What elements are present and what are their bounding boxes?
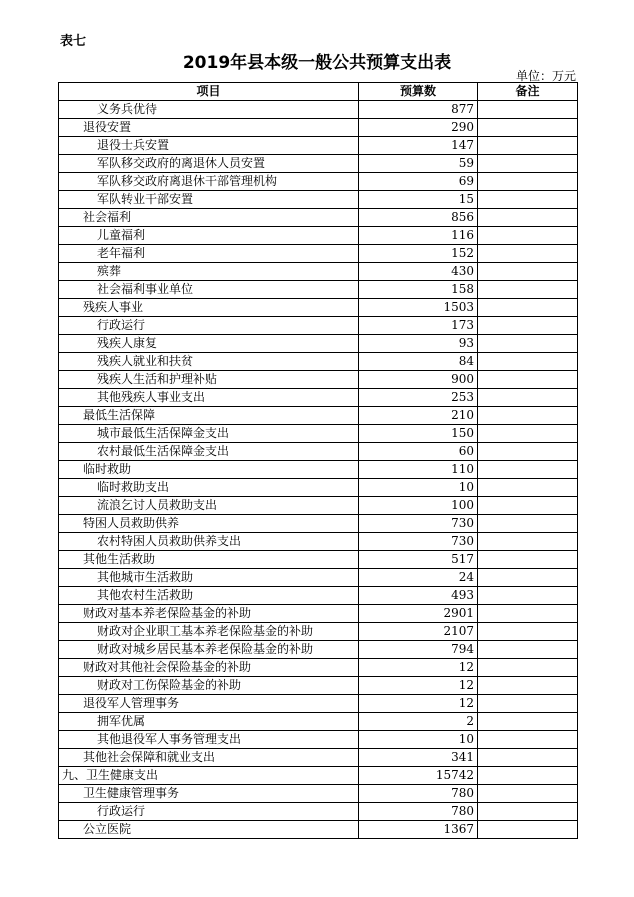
row-budget-value: 158 (359, 281, 478, 299)
row-remarks (478, 173, 578, 191)
row-remarks (478, 731, 578, 749)
row-item-name: 农村特困人员救助供养支出 (59, 533, 359, 551)
table-row (59, 317, 578, 335)
row-remarks (478, 209, 578, 227)
table-row (59, 767, 578, 785)
row-item-name: 退役军人管理事务 (59, 695, 359, 713)
table-row (59, 479, 578, 497)
row-item-name: 财政对城乡居民基本养老保险基金的补助 (59, 641, 359, 659)
row-budget-value: 900 (359, 371, 478, 389)
row-remarks (478, 677, 578, 695)
table-row (59, 119, 578, 137)
row-remarks (478, 389, 578, 407)
row-item-name: 公立医院 (59, 821, 359, 839)
row-item-name: 其他退役军人事务管理支出 (59, 731, 359, 749)
table-row (59, 407, 578, 425)
row-item-name: 城市最低生活保障金支出 (59, 425, 359, 443)
table-row (59, 173, 578, 191)
table-row (59, 731, 578, 749)
table-row (59, 569, 578, 587)
row-remarks (478, 695, 578, 713)
row-item-name: 殡葬 (59, 263, 359, 281)
row-item-name: 儿童福利 (59, 227, 359, 245)
row-remarks (478, 533, 578, 551)
table-row (59, 299, 578, 317)
row-remarks (478, 263, 578, 281)
row-budget-value: 430 (359, 263, 478, 281)
row-budget-value: 493 (359, 587, 478, 605)
row-remarks (478, 227, 578, 245)
row-remarks (478, 461, 578, 479)
row-budget-value: 730 (359, 533, 478, 551)
row-remarks (478, 137, 578, 155)
row-item-name: 特困人员救助供养 (59, 515, 359, 533)
row-remarks (478, 299, 578, 317)
table-row (59, 425, 578, 443)
row-remarks (478, 785, 578, 803)
row-budget-value: 12 (359, 695, 478, 713)
table-row (59, 821, 578, 839)
row-item-name: 义务兵优待 (59, 101, 359, 119)
table-row (59, 515, 578, 533)
row-item-name: 财政对基本养老保险基金的补助 (59, 605, 359, 623)
table-row (59, 749, 578, 767)
row-item-name: 财政对工伤保险基金的补助 (59, 677, 359, 695)
table-row (59, 245, 578, 263)
budget-table (58, 82, 578, 839)
row-item-name: 卫生健康管理事务 (59, 785, 359, 803)
row-item-name: 社会福利事业单位 (59, 281, 359, 299)
table-row (59, 101, 578, 119)
row-remarks (478, 515, 578, 533)
row-budget-value: 2 (359, 713, 478, 731)
row-item-name: 残疾人康复 (59, 335, 359, 353)
row-remarks (478, 101, 578, 119)
row-budget-value: 10 (359, 479, 478, 497)
row-remarks (478, 569, 578, 587)
row-item-name: 流浪乞讨人员救助支出 (59, 497, 359, 515)
row-budget-value: 93 (359, 335, 478, 353)
row-budget-value: 12 (359, 659, 478, 677)
row-budget-value: 1367 (359, 821, 478, 839)
row-remarks (478, 713, 578, 731)
row-item-name: 军队移交政府离退休干部管理机构 (59, 173, 359, 191)
row-remarks (478, 119, 578, 137)
row-budget-value: 2901 (359, 605, 478, 623)
row-item-name: 残疾人就业和扶贫 (59, 353, 359, 371)
row-remarks (478, 371, 578, 389)
column-header-remarks: 备注 (478, 83, 578, 101)
row-item-name: 拥军优属 (59, 713, 359, 731)
row-budget-value: 10 (359, 731, 478, 749)
column-header-budget: 预算数 (359, 83, 478, 101)
row-budget-value: 290 (359, 119, 478, 137)
table-body (59, 101, 578, 839)
table-row (59, 209, 578, 227)
row-budget-value: 794 (359, 641, 478, 659)
row-remarks (478, 605, 578, 623)
row-remarks (478, 335, 578, 353)
row-item-name: 残疾人生活和护理补贴 (59, 371, 359, 389)
row-budget-value: 24 (359, 569, 478, 587)
table-row (59, 533, 578, 551)
table-row (59, 155, 578, 173)
row-item-name: 退役士兵安置 (59, 137, 359, 155)
row-budget-value: 210 (359, 407, 478, 425)
row-item-name: 最低生活保障 (59, 407, 359, 425)
row-remarks (478, 551, 578, 569)
table-row (59, 587, 578, 605)
row-budget-value: 152 (359, 245, 478, 263)
row-item-name: 临时救助支出 (59, 479, 359, 497)
row-remarks (478, 479, 578, 497)
row-budget-value: 877 (359, 101, 478, 119)
row-budget-value: 2107 (359, 623, 478, 641)
table-row (59, 191, 578, 209)
row-item-name: 其他生活救助 (59, 551, 359, 569)
row-item-name: 社会福利 (59, 209, 359, 227)
table-row (59, 137, 578, 155)
row-budget-value: 69 (359, 173, 478, 191)
row-budget-value: 780 (359, 785, 478, 803)
row-remarks (478, 281, 578, 299)
row-remarks (478, 659, 578, 677)
row-remarks (478, 641, 578, 659)
row-remarks (478, 443, 578, 461)
row-budget-value: 12 (359, 677, 478, 695)
column-header-item: 项目 (59, 83, 359, 101)
table-row (59, 551, 578, 569)
row-item-name: 军队移交政府的离退休人员安置 (59, 155, 359, 173)
table-header-row (59, 83, 578, 101)
table-row (59, 263, 578, 281)
row-item-name: 残疾人事业 (59, 299, 359, 317)
table-row (59, 227, 578, 245)
table-row (59, 353, 578, 371)
row-remarks (478, 353, 578, 371)
table-row (59, 281, 578, 299)
row-budget-value: 110 (359, 461, 478, 479)
table-row (59, 677, 578, 695)
table-row (59, 443, 578, 461)
page-title: 2019年县本级一般公共预算支出表 (182, 53, 452, 73)
row-remarks (478, 425, 578, 443)
row-item-name: 其他城市生活救助 (59, 569, 359, 587)
row-item-name: 行政运行 (59, 317, 359, 335)
row-budget-value: 341 (359, 749, 478, 767)
row-item-name: 老年福利 (59, 245, 359, 263)
row-budget-value: 150 (359, 425, 478, 443)
row-budget-value: 84 (359, 353, 478, 371)
table-row (59, 623, 578, 641)
row-remarks (478, 623, 578, 641)
table-row (59, 713, 578, 731)
row-budget-value: 780 (359, 803, 478, 821)
row-item-name: 九、卫生健康支出 (59, 767, 359, 785)
row-item-name: 其他残疾人事业支出 (59, 389, 359, 407)
row-budget-value: 856 (359, 209, 478, 227)
row-item-name: 临时救助 (59, 461, 359, 479)
row-remarks (478, 317, 578, 335)
table-row (59, 605, 578, 623)
row-remarks (478, 407, 578, 425)
row-item-name: 其他农村生活救助 (59, 587, 359, 605)
table-number-label: 表七 (60, 34, 87, 49)
row-budget-value: 15 (359, 191, 478, 209)
row-budget-value: 517 (359, 551, 478, 569)
row-remarks (478, 821, 578, 839)
row-budget-value: 60 (359, 443, 478, 461)
row-remarks (478, 749, 578, 767)
table-row (59, 371, 578, 389)
table-row (59, 659, 578, 677)
row-budget-value: 15742 (359, 767, 478, 785)
row-item-name: 其他社会保障和就业支出 (59, 749, 359, 767)
row-remarks (478, 155, 578, 173)
row-budget-value: 100 (359, 497, 478, 515)
table-row (59, 461, 578, 479)
table-row (59, 803, 578, 821)
row-item-name: 财政对企业职工基本养老保险基金的补助 (59, 623, 359, 641)
table-row (59, 389, 578, 407)
row-budget-value: 253 (359, 389, 478, 407)
row-remarks (478, 497, 578, 515)
unit-label: 单位：万元 (515, 69, 576, 83)
row-budget-value: 730 (359, 515, 478, 533)
row-item-name: 军队转业干部安置 (59, 191, 359, 209)
row-item-name: 退役安置 (59, 119, 359, 137)
row-remarks (478, 767, 578, 785)
row-remarks (478, 587, 578, 605)
row-remarks (478, 245, 578, 263)
row-budget-value: 147 (359, 137, 478, 155)
table-row (59, 785, 578, 803)
table-row (59, 641, 578, 659)
table-row (59, 497, 578, 515)
row-budget-value: 59 (359, 155, 478, 173)
row-remarks (478, 191, 578, 209)
row-budget-value: 1503 (359, 299, 478, 317)
row-item-name: 行政运行 (59, 803, 359, 821)
row-remarks (478, 803, 578, 821)
row-budget-value: 173 (359, 317, 478, 335)
row-budget-value: 116 (359, 227, 478, 245)
row-item-name: 财政对其他社会保险基金的补助 (59, 659, 359, 677)
table-row (59, 695, 578, 713)
table-row (59, 335, 578, 353)
row-item-name: 农村最低生活保障金支出 (59, 443, 359, 461)
